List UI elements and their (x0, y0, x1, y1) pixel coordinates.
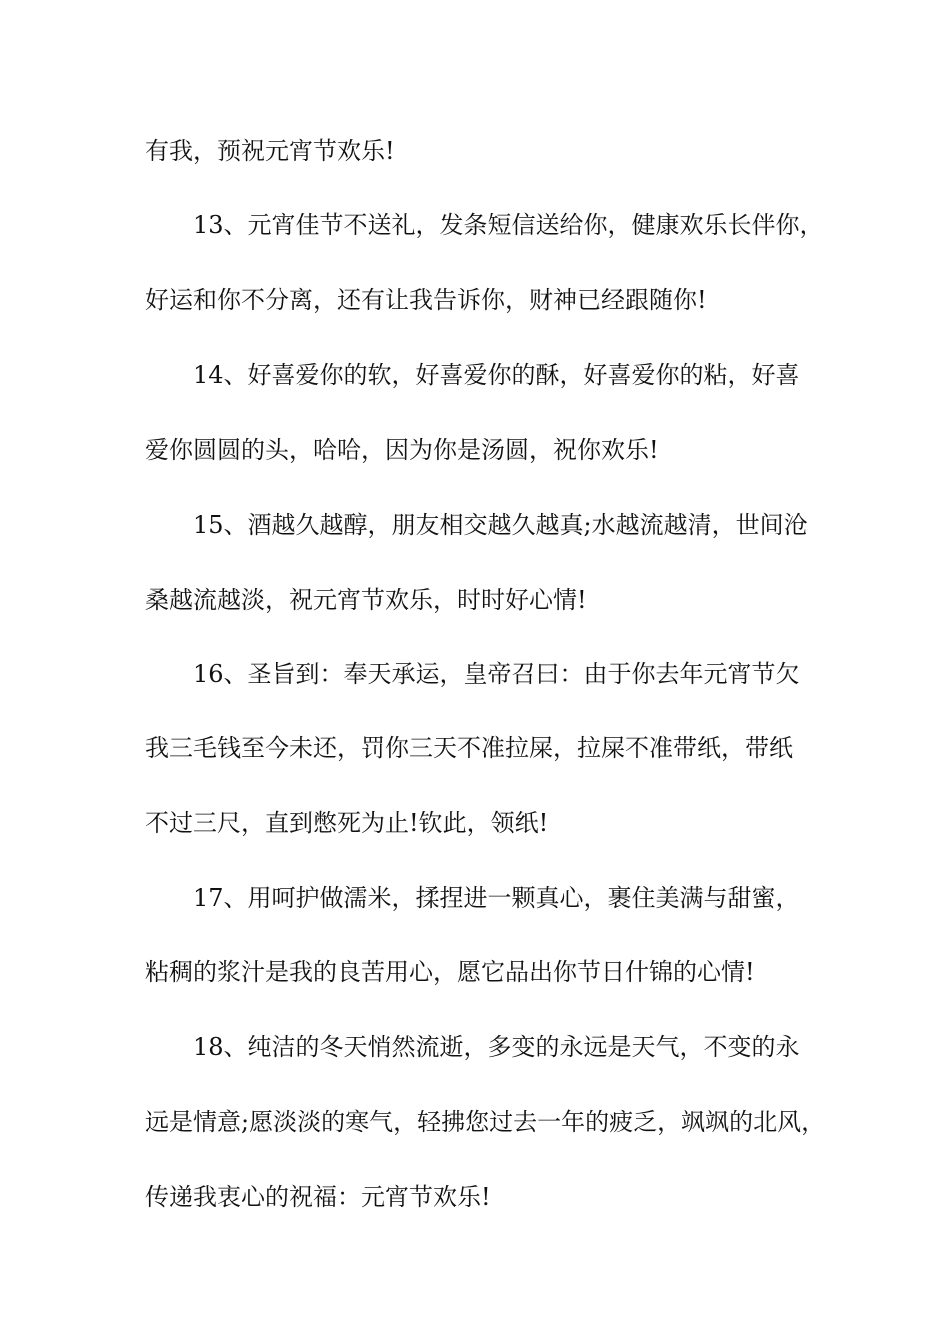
paragraph-17-line-2: 粘稠的浆汁是我的良苦用心，愿它品出你节日什锦的心情! (145, 958, 755, 986)
paragraph-16-line-1: 16、圣旨到：奉天承运，皇帝召曰：由于你去年元宵节欠 (193, 660, 800, 688)
paragraph-13-line-2: 好运和你不分离，还有让我告诉你，财神已经跟随你! (145, 286, 707, 314)
text-line: 有我，预祝元宵节欢乐! (145, 137, 395, 165)
paragraph-18-line-1: 18、纯洁的冬天悄然流逝，多变的永远是天气，不变的永 (193, 1033, 800, 1061)
paragraph-15-line-2: 桑越流越淡，祝元宵节欢乐，时时好心情! (145, 586, 587, 614)
paragraph-18-line-2: 远是情意;愿淡淡的寒气，轻拂您过去一年的疲乏，飒飒的北风， (145, 1108, 826, 1136)
paragraph-14-line-2: 爱你圆圆的头，哈哈，因为你是汤圆，祝你欢乐! (145, 436, 659, 464)
paragraph-15-line-1: 15、酒越久越醇，朋友相交越久越真;水越流越清，世间沧 (193, 511, 808, 539)
paragraph-18-line-3: 传递我衷心的祝福：元宵节欢乐! (145, 1183, 491, 1211)
paragraph-16-line-2: 我三毛钱至今未还，罚你三天不准拉屎，拉屎不准带纸，带纸 (145, 734, 793, 762)
paragraph-16-line-3: 不过三尺，直到憋死为止!钦此，领纸! (145, 809, 549, 837)
paragraph-13-line-1: 13、元宵佳节不送礼，发条短信送给你，健康欢乐长伴你， (193, 211, 824, 239)
paragraph-17-line-1: 17、用呵护做濡米，揉捏进一颗真心，裹住美满与甜蜜， (193, 884, 800, 912)
paragraph-14-line-1: 14、好喜爱你的软，好喜爱你的酥，好喜爱你的粘，好喜 (193, 361, 800, 389)
